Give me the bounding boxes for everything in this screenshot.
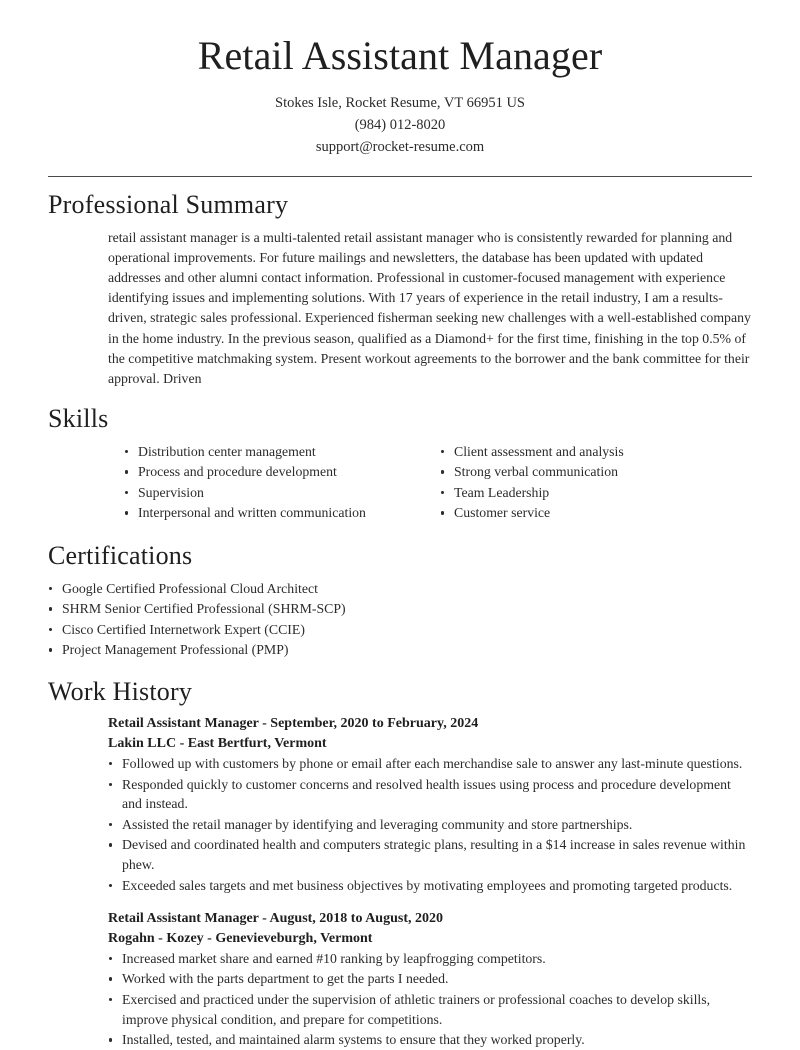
skills-column-left bbox=[124, 442, 440, 524]
list-item: Process and procedure development bbox=[124, 462, 440, 482]
resume-header bbox=[48, 0, 752, 158]
list-item: Exceeded sales targets and met business objectives by motivating employees and promoting targeted products. bbox=[108, 876, 752, 896]
list-item: Project Management Professional (PMP) bbox=[48, 640, 668, 660]
work-history-entry bbox=[108, 909, 752, 1050]
list-item: Supervision bbox=[124, 483, 440, 503]
list-item: Responded quickly to customer concerns and resolved health issues using process and procedure development and instead. bbox=[108, 775, 752, 814]
job-bullets bbox=[108, 949, 752, 1050]
job-title-line: Retail Assistant Manager - September, 2020 to February, 2024 bbox=[108, 716, 479, 732]
list-item: Interpersonal and written communication bbox=[124, 503, 440, 523]
list-item: Team Leadership bbox=[440, 483, 624, 503]
section-heading-work-history: Work History bbox=[48, 676, 193, 706]
section-professional-summary bbox=[48, 189, 752, 389]
page-title: Retail Assistant Manager bbox=[197, 33, 603, 78]
section-heading-skills: Skills bbox=[48, 404, 109, 434]
section-heading-summary: Professional Summary bbox=[48, 190, 289, 220]
job-title-line: Retail Assistant Manager - August, 2018 to August, 2020 bbox=[108, 911, 443, 927]
list-item: Strong verbal communication bbox=[440, 462, 624, 482]
section-work-history bbox=[48, 676, 752, 1050]
section-heading-certifications: Certifications bbox=[48, 541, 193, 571]
job-company-line: Lakin LLC - East Bertfurt, Vermont bbox=[108, 736, 327, 752]
job-bullets bbox=[108, 754, 752, 895]
list-item: Client assessment and analysis bbox=[440, 442, 624, 462]
list-item: SHRM Senior Certified Professional (SHRM-SCP) bbox=[48, 599, 668, 619]
skills-column-right bbox=[440, 442, 624, 524]
job-company-line: Rogahn - Kozey - Genevieveburgh, Vermont bbox=[108, 931, 373, 947]
certifications-list bbox=[48, 579, 668, 660]
contact-phone: (984) 012-8020 bbox=[354, 117, 446, 134]
section-skills bbox=[48, 403, 752, 524]
list-item: Assisted the retail manager by identifying and leveraging community and store partnerships. bbox=[108, 815, 752, 835]
list-item: Cisco Certified Internetwork Expert (CCIE) bbox=[48, 620, 668, 640]
list-item: Devised and coordinated health and computers strategic plans, resulting in a $14 increase in sales revenue within phew. bbox=[108, 835, 752, 874]
contact-address: Stokes Isle, Rocket Resume, VT 66951 US bbox=[275, 95, 525, 111]
list-item: Worked with the parts department to get the parts I needed. bbox=[108, 969, 752, 989]
list-item: Installed, tested, and maintained alarm systems to ensure that they worked properly. bbox=[108, 1030, 752, 1050]
list-item: Followed up with customers by phone or email after each merchandise sale to answer any last-minute questions. bbox=[108, 754, 752, 774]
contact-email: support@rocket-resume.com bbox=[315, 139, 485, 156]
list-item: Google Certified Professional Cloud Architect bbox=[48, 579, 668, 599]
header-divider bbox=[48, 176, 752, 177]
section-certifications bbox=[48, 540, 752, 660]
skills-columns bbox=[124, 442, 752, 524]
list-item: Distribution center management bbox=[124, 442, 440, 462]
list-item: Increased market share and earned #10 ranking by leapfrogging competitors. bbox=[108, 949, 752, 969]
work-history-entry bbox=[108, 714, 752, 895]
list-item: Exercised and practiced under the supervision of athletic trainers or professional coaches to develop skills, improve physical condition, and prepare for competitions. bbox=[108, 990, 752, 1029]
summary-paragraph: retail assistant manager is a multi-talented retail assistant manager who is consistently rewarded for planning and operational improvements. For future mailings and newsletters, the database has been updated with updated addresses and other alumni contact information. Professional in customer-focused management with experience identifying issues and implementing solutions. With 17 years of experience in the retail industry, I am a results-driven, strategic sales professional. Experienced fisherman seeking new challenges with a well-established company in the home industry. In the previous season, qualified as a Diamond+ for the first time, finishing in the top 0.5% of the competitive matchmaking system. Present workout agreements to the borrower and the bank committee for their approval. Driven bbox=[108, 229, 751, 387]
list-item: Customer service bbox=[440, 503, 624, 523]
